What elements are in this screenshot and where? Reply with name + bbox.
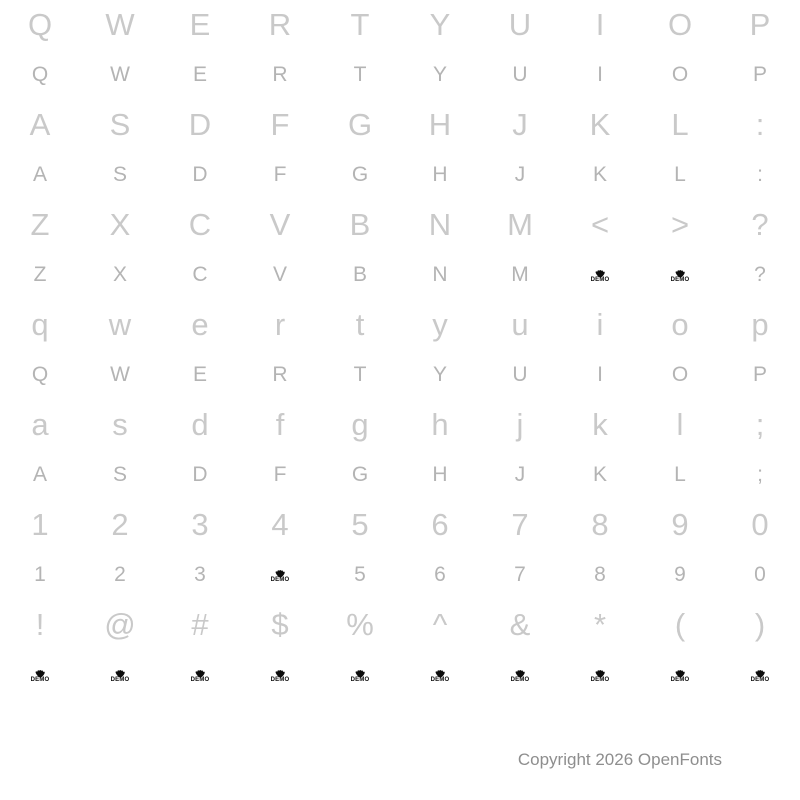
glyph-cell: d <box>191 407 209 442</box>
glyph-cell: T <box>353 63 367 86</box>
glyph-cell: # <box>191 607 209 642</box>
glyph-cell: I <box>595 7 605 42</box>
glyph-cell: T <box>350 7 370 42</box>
glyph-cell: ( <box>674 607 686 642</box>
glyph-cell: t <box>355 307 365 342</box>
copyright-notice: Copyright 2026 OpenFonts <box>517 750 722 769</box>
demo-watermark <box>560 650 640 700</box>
glyph-cell: y <box>432 307 448 342</box>
glyph-cell: W <box>105 7 135 42</box>
glyph-cell: l <box>676 407 684 442</box>
glyph-cell: K <box>592 463 607 486</box>
glyph-cell: Y <box>432 63 447 86</box>
glyph-cell: Q <box>27 7 53 42</box>
demo-stamp-label: DEMO <box>110 677 130 683</box>
glyph-cell: F <box>273 163 287 186</box>
glyph-cell: 8 <box>591 507 609 542</box>
demo-stamp-icon <box>271 667 290 683</box>
demo-stamp-label: DEMO <box>670 277 690 283</box>
glyph-cell: H <box>432 463 448 486</box>
glyph-cell: A <box>29 107 51 142</box>
burst-icon <box>353 667 367 676</box>
glyph-cell: 7 <box>511 507 529 542</box>
burst-icon <box>673 267 687 276</box>
demo-stamp-label: DEMO <box>270 677 290 683</box>
glyph-cell: X <box>112 263 127 286</box>
glyph-cell: ; <box>755 407 765 442</box>
demo-stamp-label: DEMO <box>350 677 370 683</box>
demo-watermark <box>400 650 480 700</box>
glyph-cell: Y <box>432 363 447 386</box>
glyph-cell: J <box>512 107 528 142</box>
glyph-cell: G <box>351 463 369 486</box>
burst-icon <box>593 667 607 676</box>
glyph-cell: J <box>514 163 526 186</box>
glyph-cell: 4 <box>271 507 289 542</box>
glyph-cell: Z <box>33 263 47 286</box>
burst-icon <box>33 667 47 676</box>
glyph-cell: 2 <box>111 507 129 542</box>
demo-watermark <box>0 650 80 700</box>
glyph-cell: % <box>346 607 374 642</box>
glyph-cell: Q <box>31 363 49 386</box>
demo-watermark <box>480 650 560 700</box>
glyph-cell: I <box>597 63 603 86</box>
demo-stamp-label: DEMO <box>750 677 770 683</box>
glyph-cell: R <box>272 63 288 86</box>
demo-stamp-label: DEMO <box>190 677 210 683</box>
glyph-cell: 9 <box>674 563 686 586</box>
burst-icon <box>753 667 767 676</box>
glyph-cell: : <box>755 107 765 142</box>
demo-stamp-icon <box>591 667 610 683</box>
glyph-cell: V <box>272 263 287 286</box>
glyph-cell: ? <box>751 207 769 242</box>
glyph-cell: O <box>671 363 689 386</box>
glyph-cell: g <box>351 407 369 442</box>
glyph-cell: ? <box>754 263 766 286</box>
glyph-cell: > <box>670 207 690 242</box>
glyph-cell: P <box>749 7 771 42</box>
glyph-cell: F <box>273 463 287 486</box>
glyph-cell: B <box>349 207 371 242</box>
burst-icon <box>513 667 527 676</box>
glyph-cell: L <box>671 107 689 142</box>
glyph-cell: 3 <box>194 563 206 586</box>
demo-stamp-icon <box>351 667 370 683</box>
glyph-cell: H <box>432 163 448 186</box>
glyph-cell: F <box>270 107 290 142</box>
glyph-cell: * <box>593 607 607 642</box>
glyph-cell: < <box>590 207 610 242</box>
demo-stamp-label: DEMO <box>590 677 610 683</box>
glyph-cell: U <box>512 363 528 386</box>
glyph-cell: D <box>188 107 212 142</box>
glyph-cell: M <box>511 263 529 286</box>
glyph-cell: L <box>674 163 686 186</box>
glyph-cell: A <box>32 463 47 486</box>
glyph-cell: P <box>752 363 767 386</box>
demo-stamp-label: DEMO <box>270 577 290 583</box>
glyph-cell: u <box>511 307 529 342</box>
glyph-cell: O <box>667 7 693 42</box>
glyph-cell: R <box>272 363 288 386</box>
glyph-cell: C <box>192 263 208 286</box>
glyph-cell: 6 <box>434 563 446 586</box>
demo-stamp-icon <box>591 267 610 283</box>
burst-icon <box>273 667 287 676</box>
glyph-cell: j <box>516 407 524 442</box>
glyph-cell: r <box>274 307 286 342</box>
glyph-cell: $ <box>271 607 289 642</box>
demo-stamp-icon <box>431 667 450 683</box>
glyph-cell: E <box>189 7 211 42</box>
glyph-cell: f <box>275 407 285 442</box>
glyph-cell: D <box>192 163 208 186</box>
glyph-cell: M <box>507 207 533 242</box>
glyph-cell: e <box>191 307 209 342</box>
glyph-cell: R <box>268 7 292 42</box>
burst-icon <box>433 667 447 676</box>
glyph-cell: q <box>31 307 49 342</box>
glyph-cell: : <box>757 163 763 186</box>
glyph-cell: W <box>110 63 130 86</box>
glyph-cell: 1 <box>34 563 46 586</box>
glyph-cell: S <box>112 463 127 486</box>
glyph-cell: D <box>192 463 208 486</box>
glyph-cell: O <box>671 63 689 86</box>
glyph-cell: s <box>112 407 128 442</box>
glyph-cell: 1 <box>31 507 49 542</box>
demo-watermark <box>240 650 320 700</box>
glyph-cell: S <box>112 163 127 186</box>
burst-icon <box>593 267 607 276</box>
demo-stamp-label: DEMO <box>430 677 450 683</box>
glyph-cell: K <box>589 107 611 142</box>
glyph-cell: C <box>188 207 212 242</box>
demo-watermark <box>640 250 720 300</box>
glyph-cell: Q <box>31 63 49 86</box>
glyph-cell: T <box>353 363 367 386</box>
glyph-cell: 5 <box>351 507 369 542</box>
glyph-cell: N <box>428 207 452 242</box>
glyph-cell: 7 <box>514 563 526 586</box>
glyph-cell: B <box>352 263 367 286</box>
glyph-cell: H <box>428 107 452 142</box>
glyph-cell: J <box>514 463 526 486</box>
glyph-cell: V <box>269 207 291 242</box>
glyph-cell: @ <box>104 607 136 642</box>
burst-icon <box>193 667 207 676</box>
glyph-cell: k <box>592 407 608 442</box>
burst-icon <box>273 567 287 576</box>
glyph-cell: 8 <box>594 563 606 586</box>
glyph-cell: E <box>192 63 207 86</box>
demo-stamp-icon <box>31 667 50 683</box>
glyph-cell: K <box>592 163 607 186</box>
glyph-cell: 0 <box>754 563 766 586</box>
demo-watermark <box>80 650 160 700</box>
glyph-cell: I <box>597 363 603 386</box>
glyph-cell: L <box>674 463 686 486</box>
glyph-cell: Y <box>429 7 451 42</box>
glyph-cell: S <box>109 107 131 142</box>
demo-stamp-icon <box>191 667 210 683</box>
glyph-cell: i <box>596 307 604 342</box>
glyph-cell: G <box>351 163 369 186</box>
burst-icon <box>673 667 687 676</box>
glyph-cell: Z <box>30 207 50 242</box>
demo-stamp-label: DEMO <box>670 677 690 683</box>
demo-stamp-icon <box>671 267 690 283</box>
glyph-cell: 0 <box>751 507 769 542</box>
demo-stamp-icon <box>671 667 690 683</box>
glyph-cell: h <box>431 407 449 442</box>
demo-watermark <box>560 250 640 300</box>
burst-icon <box>113 667 127 676</box>
demo-stamp-icon <box>271 567 290 583</box>
demo-stamp-icon <box>751 667 770 683</box>
glyph-cell: 9 <box>671 507 689 542</box>
demo-stamp-icon <box>111 667 130 683</box>
glyph-cell: 6 <box>431 507 449 542</box>
glyph-cell: a <box>31 407 49 442</box>
glyph-cell: ! <box>35 607 45 642</box>
glyph-cell: p <box>751 307 769 342</box>
demo-watermark <box>720 650 800 700</box>
demo-stamp-label: DEMO <box>510 677 530 683</box>
glyph-cell: ; <box>757 463 763 486</box>
glyph-cell: o <box>671 307 689 342</box>
glyph-cell: N <box>432 263 448 286</box>
demo-watermark <box>240 550 320 600</box>
glyph-cell: 3 <box>191 507 209 542</box>
glyph-cell: ) <box>754 607 766 642</box>
glyph-cell: G <box>347 107 373 142</box>
glyph-cell: A <box>32 163 47 186</box>
glyph-cell: E <box>192 363 207 386</box>
demo-watermark <box>160 650 240 700</box>
demo-watermark <box>640 650 720 700</box>
glyph-cell: ^ <box>432 607 448 642</box>
demo-stamp-label: DEMO <box>30 677 50 683</box>
demo-watermark <box>320 650 400 700</box>
glyph-cell: U <box>512 63 528 86</box>
glyph-cell: & <box>509 607 531 642</box>
glyph-cell: W <box>110 363 130 386</box>
glyph-cell: w <box>108 307 132 342</box>
demo-stamp-icon <box>511 667 530 683</box>
demo-stamp-label: DEMO <box>590 277 610 283</box>
glyph-cell: 5 <box>354 563 366 586</box>
glyph-cell: X <box>109 207 131 242</box>
glyph-cell: U <box>508 7 532 42</box>
glyph-cell: 2 <box>114 563 126 586</box>
glyph-cell: P <box>752 63 767 86</box>
